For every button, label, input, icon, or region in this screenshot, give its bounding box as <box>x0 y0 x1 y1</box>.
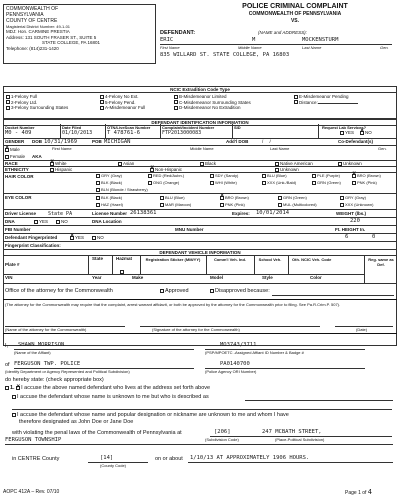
eye-option-mul[interactable]: MUL (Multicolored) <box>278 202 317 207</box>
middle-name-caption: Middle Name <box>238 45 262 50</box>
ncic-option[interactable]: B-Misdemeanor Limited <box>174 94 284 100</box>
on-or-about-label: on or about <box>155 456 183 462</box>
ethnicity-option-non-hispanic[interactable]: × Non-Hispanic <box>150 167 182 173</box>
mdj-name: MDJ: Hon. CARMINE PRESTIA <box>6 29 70 34</box>
hereby-statement: do hereby state: (check appropriate box) <box>5 377 104 383</box>
eye-option-pnk[interactable]: PNK (Pink) <box>220 202 245 207</box>
ethnicity-label: ETHNICITY <box>5 167 29 172</box>
lab-services-yes[interactable]: YES <box>340 130 354 136</box>
hair-option-grn[interactable]: GRN (Green) <box>312 180 341 185</box>
license-number-value: 26138361 <box>130 210 157 216</box>
gender-label: GENDER <box>5 139 25 144</box>
affiant-intro: I, <box>5 343 9 349</box>
county-code: [14] <box>100 455 114 461</box>
aka-gen-caption: Gen. <box>378 146 387 151</box>
race-option-native-american[interactable]: Native American <box>275 161 313 167</box>
ethnicity-option-unknown[interactable]: Unknown <box>275 167 299 173</box>
otn-value: T 478761-6 <box>107 130 141 136</box>
da-office-label: Office of the attorney for the Commonwealth <box>5 288 113 294</box>
eye-option-mar[interactable]: MAR (Maroon) <box>160 202 191 207</box>
hair-option-sdy[interactable]: SDY (Sandy) <box>210 173 238 178</box>
ncic-distance[interactable]: Distance: <box>294 100 394 106</box>
subdivision-caption: (Subdivision Code) <box>205 437 239 442</box>
ncic-option[interactable]: 3-Felony Surrounding States <box>6 105 94 111</box>
accuse-option-3[interactable]: I accuse the defendant whose name and popular designation or nickname are unknown to me and whom I have <box>12 412 289 419</box>
aka-last-name-caption: Last Name <box>270 146 290 151</box>
court-address-2: STATE COLLEGE, PA 16801 <box>42 40 101 45</box>
dna-no-checkbox[interactable]: NO <box>56 219 68 225</box>
aka-middle-name-caption: Middle Name <box>190 146 214 151</box>
hair-option-bro[interactable]: × BRO (Brown) <box>352 173 381 178</box>
dna-location-label: DNA Location <box>92 219 122 224</box>
complaint-number-label: Complaint/Incident Number <box>162 125 215 130</box>
fingerprinted-yes-checkbox[interactable]: × YES <box>70 235 84 241</box>
gender-male-checkbox[interactable]: ×Male <box>5 147 20 153</box>
ori-caption: (Police Agency ORI Number) <box>205 369 257 374</box>
place-caption: (Place-Political Subdivision) <box>275 437 325 442</box>
fingerprinted-label: Defendant Fingerprinted <box>5 235 58 240</box>
affiant-id: MO3743/3711 <box>220 342 257 348</box>
otn-label: OTN/LiveScan Number <box>107 125 151 130</box>
form-subtitle: COMMONWEALTH OF PENNSYLVANIA <box>248 11 342 17</box>
district-number: Magisterial District Number: 49-1-01 <box>6 24 71 29</box>
department-caption: (Identify Department or Agency Represented and Political Subdivision) <box>5 369 130 374</box>
vs-label: VS. <box>290 18 300 24</box>
expires-label: Expires: <box>232 211 250 216</box>
race-option-black[interactable]: Black <box>200 161 216 167</box>
hazmat-label: Hazmat <box>116 256 133 261</box>
weight-label: WEIGHT (lbs.) <box>336 211 366 216</box>
identification-header: DEFENDANT IDENTIFICATION INFORMATION <box>4 120 396 126</box>
ncic-section <box>3 86 397 119</box>
first-name-caption: First Name <box>160 45 180 50</box>
weight-value: 220 <box>350 218 360 224</box>
race-option-asian[interactable]: Asian <box>118 161 134 167</box>
hair-option-xxx[interactable]: XXX (Unk./Bald) <box>262 180 296 185</box>
in-county-label: in CENTRE County <box>12 456 60 462</box>
court-info-block <box>3 4 156 64</box>
affiant-department: FERGUSON TWP. POLICE <box>14 361 81 367</box>
affiant-name: SHAWN MORRISON <box>18 342 65 348</box>
eye-option-gry[interactable]: GRY (Gray) <box>340 195 366 200</box>
color-label: Color <box>310 275 322 280</box>
ncic-option[interactable]: 2-Felony Ltd. <box>6 100 94 106</box>
accuse-option-3-line-2: therefore designated as John Doe or Jane Doe <box>19 419 134 425</box>
dob-value: 10/31/1969 <box>44 138 78 145</box>
gender-female-checkbox[interactable]: Female <box>5 154 25 160</box>
dob-label: DOB <box>32 139 42 144</box>
ncic-option[interactable]: 4-Felony No Ext. <box>100 94 170 100</box>
defendant-last-name: MOCKENSTURM <box>302 37 339 43</box>
race-option-white[interactable]: × White <box>50 161 67 167</box>
hair-option-red[interactable]: RED (Red/Aubn.) <box>148 173 184 178</box>
defendant-middle-initial: M <box>252 37 256 43</box>
driver-license-label: Driver License <box>5 211 37 216</box>
commercial-vehicle-label: Comm'l Veh. Ind. <box>213 257 247 262</box>
reg-same-as-def-label: Reg. same as Def. <box>368 257 394 267</box>
docket-label: Docket Number <box>5 125 35 130</box>
style-label: Style <box>262 275 273 280</box>
mnu-number-label: MNU Number <box>175 227 204 232</box>
total-pages: 4 <box>367 488 373 496</box>
gen-caption: Gen. <box>380 45 389 50</box>
hair-option-bln[interactable]: BLN (Blonde / Strawberry) <box>96 187 148 192</box>
eye-option-xxx[interactable]: XXX (Unknown) <box>340 202 373 207</box>
county-code-caption: (County Code) <box>100 463 127 468</box>
court-address-1: Address: 131 SOUTH FRASER ST., SUITE 5 <box>6 34 97 40</box>
hair-option-gry[interactable]: GRY (Gray) <box>96 173 122 178</box>
ncic-option[interactable]: 5-Felony Pend. <box>100 100 170 106</box>
model-label: Model <box>210 275 223 280</box>
court-telephone: Telephone: (814)231-1420 <box>6 45 59 51</box>
race-label: RACE <box>5 161 18 166</box>
fingerprint-classification-label: Fingerprint Classification: <box>5 243 61 248</box>
date-filed-value: 01/10/2013 <box>62 130 93 136</box>
affiant-id-caption: (PSP/MPOETC -Assigned Affiant ID Number & Badge # <box>205 350 304 355</box>
affiant-name-caption: (Name of the Affiant) <box>14 350 51 355</box>
complaint-number-value: FTP2013000083 <box>162 130 202 136</box>
additional-dob-label: Add'l DOB <box>226 139 249 144</box>
ncic-option[interactable]: E-Misdemeanor Pending <box>294 94 394 100</box>
hair-option-ong[interactable]: ONG (Orange) <box>148 180 179 185</box>
da-date-caption: (Date) <box>356 327 368 332</box>
fingerprinted-no-checkbox[interactable]: NO <box>92 235 104 241</box>
expires-value: 10/01/2014 <box>256 210 290 216</box>
name-address-label: (NAME and ADDRESS): <box>258 30 307 35</box>
hair-option-blk[interactable]: BLK (Black) <box>96 180 122 185</box>
height-feet-value: 6 <box>345 234 349 240</box>
last-name-caption: Last Name <box>302 45 322 50</box>
lab-services-label: Request Lab Services? <box>322 125 367 130</box>
sid-label: SID <box>234 125 241 130</box>
eye-option-blk[interactable]: BLK (Black) <box>96 195 122 200</box>
ethnicity-option-hispanic[interactable]: Hispanic <box>50 167 72 173</box>
fbi-number-label: FBI Number <box>5 227 31 232</box>
registration-sticker-label: Registration Sticker (MM/YY) <box>145 257 201 262</box>
agency-ori: PA0140700 <box>220 361 250 367</box>
offense-date-time: 1/10/13 AT APPROXIMATELY 1906 HOURS. <box>190 455 310 461</box>
page-indicator: Page 1 of 4 <box>345 488 373 496</box>
dna-yes-checkbox[interactable]: YES <box>34 219 48 225</box>
pob-value: MICHIGAN <box>104 138 131 145</box>
race-option-unknown[interactable]: Unknown <box>338 161 362 167</box>
vin-label: VIN <box>5 275 13 280</box>
school-vehicle-label: School Veh. <box>258 257 282 262</box>
make-label: Make <box>132 275 144 280</box>
defendant-label: DEFENDANT: <box>160 30 196 36</box>
disapproved-checkbox[interactable]: Disapproved because: <box>210 288 270 295</box>
eye-option-blu[interactable]: BLU (Blue) <box>160 195 185 200</box>
hair-option-ple[interactable]: PLE (Purple) <box>312 173 340 178</box>
driver-license-state: State PA <box>48 210 73 217</box>
form-number: AOPC 412A – Rev. 07/10 <box>3 489 60 495</box>
accuse-option-1[interactable]: 1. × I accuse the above named defendant who lives at the address set forth above <box>5 385 210 392</box>
eye-option-grn[interactable]: GRN (Green) <box>278 195 307 200</box>
hair-color-label: HAIR COLOR <box>5 174 34 179</box>
hair-option-whi[interactable]: WHI (White) <box>210 180 237 185</box>
accuse-option-2[interactable]: I accuse the defendant whose name is unknown to me but who is described as <box>12 394 209 401</box>
license-number-label: License Number <box>92 211 128 216</box>
ncic-header: NCIC Extradition Code Type <box>4 87 396 93</box>
aka-label: AKA <box>32 154 42 159</box>
hair-option-pnk[interactable]: PNK (Pink) <box>352 180 377 185</box>
eye-color-label: EYE COLOR <box>5 195 32 200</box>
height-inches-value: 0 <box>372 234 376 240</box>
da-name-caption: (Name of the attorney for the Commonwealth) <box>5 327 87 332</box>
hair-option-blu[interactable]: BLU (Blue) <box>262 173 287 178</box>
date-filed-label: Date Filed <box>62 125 82 130</box>
offense-place: 247 MCBATH STREET, <box>262 429 322 435</box>
subdivision-code: [206] <box>214 429 231 435</box>
ncic-option[interactable]: A-Misdemeanor Full <box>100 105 170 111</box>
pob-label: POB <box>92 139 102 144</box>
year-label: Year <box>92 275 102 280</box>
of-label: of <box>5 362 10 368</box>
form-title: POLICE CRIMINAL COMPLAINT <box>242 3 348 10</box>
other-ncic-code-label: Oth. NCIC Veh. Code <box>292 257 332 262</box>
eye-option-haz[interactable]: HAZ (Hazel) <box>96 202 123 207</box>
court-line-1: COMMONWEALTH OF <box>6 6 59 12</box>
violating-statement: with violating the penal laws of the Commonwealth of Pennsylvania at <box>12 430 182 436</box>
defendant-street-address: 835 WILLARD ST. STATE COLLEGE, PA 16803 <box>160 52 290 58</box>
lab-services-no[interactable]: × NO <box>360 130 372 136</box>
aka-first-name-caption: First Name <box>52 146 72 151</box>
approval-note: (The attorney for the Commonwealth may require that the complaint, arrest warrant affidavit, or both be approved by the attorney for the Commonwealth prior to filing. See Pa.R.Crim.P. 507). <box>5 302 341 307</box>
plate-label: Plate # <box>5 262 20 267</box>
codefendants-label: Co-Defendant(s) <box>338 139 373 144</box>
vehicle-header: DEFENDANT VEHICLE INFORMATION <box>159 250 241 255</box>
ncic-option[interactable]: C-Misdemeanor Surrounding States <box>174 100 284 106</box>
vehicle-state-label: State <box>92 256 104 261</box>
approved-checkbox[interactable]: Approved <box>160 288 189 295</box>
court-line-3: COUNTY OF CENTRE <box>6 18 58 24</box>
ncic-option[interactable]: 1-Felony Full <box>6 94 94 100</box>
dna-label: DNA <box>5 219 15 224</box>
docket-value: M0 - 409 <box>5 130 32 136</box>
township-name: FERGUSON TOWNSHIP <box>5 437 62 443</box>
da-signature-caption: (Signature of the attorney for the Commonwealth) <box>152 327 240 332</box>
eye-option-bro[interactable]: × BRO (Brown) <box>220 195 249 200</box>
court-line-2: PENNSYLVANIA <box>6 12 44 18</box>
ncic-option[interactable]: D-Misdemeanor No Extradition <box>174 105 284 111</box>
defendant-first-name: ERIC <box>160 37 174 43</box>
height-label: Ft. HEIGHT In. <box>335 227 366 232</box>
